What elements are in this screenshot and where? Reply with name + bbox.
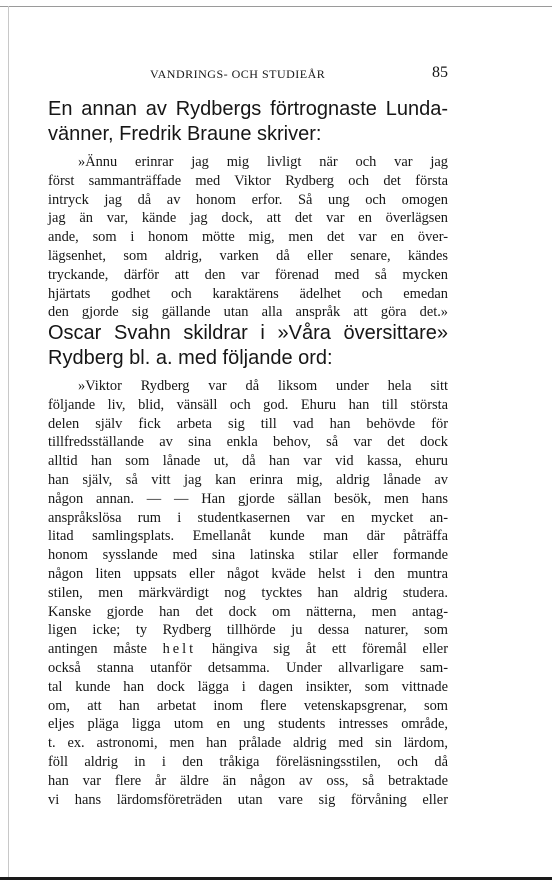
- section-heading-svahn: Oscar Svahn skildrar i »Våra översittare» Rydberg bl. a. med följande ord:: [48, 322, 448, 369]
- text-segment: hängiva sig åt ett föremål eller: [211, 641, 448, 658]
- text-line: »Ännu erinrar jag mig livligt när och var jag: [78, 154, 448, 170]
- text-line: tryckande, därför att den var förenad med så mycken: [48, 266, 448, 283]
- emphasis-spaced-word: helt: [162, 641, 197, 658]
- text-line: jag än var, kände jag dock, att det var en överlägsen: [48, 210, 448, 227]
- quote-svahn: [48, 377, 448, 809]
- text-line: intryck jag då av honom erfor. Så ung och omogen: [48, 191, 448, 208]
- page-bottom-edge: [0, 877, 552, 880]
- text-segment: antingen måste: [48, 641, 147, 658]
- text-line: anspråkslösa rum i studentkasernen var en mycket an-: [48, 509, 448, 526]
- text-line: vi hans lärdomsföreträden utan vare sig förvåning eller: [48, 791, 448, 808]
- text-line: delen själv fick arbeta sig till vad han behövde för: [48, 415, 448, 432]
- text-line: också stanna utanför detsamma. Under allvarligare sam-: [48, 659, 448, 676]
- text-line: han själv, så vitt jag kan erinra mig, aldrig lånade av: [48, 471, 448, 488]
- text-line: föll aldrig in i den tråkiga föreläsningsstilen, och då: [48, 753, 448, 770]
- text-line: tillfredsställande av sina enkla behov, så var det dock: [48, 434, 448, 451]
- text-line: t. ex. astronomi, men han prålade aldrig med sin lärdom,: [48, 735, 448, 752]
- page-top-edge: [0, 6, 552, 7]
- text-line: [48, 640, 448, 659]
- section-heading-braune: En annan av Rydbergs förtrognaste Lunda-vänner, Fredrik Braune skriver:: [48, 98, 448, 145]
- text-line: ligen icke; ty Rydberg tillhörde ju dessa naturer, som: [48, 622, 448, 639]
- text-line: någon annan. — — Han gjorde sällan besök, men hans: [48, 490, 448, 507]
- text-line: ande, som i honom mötte mig, men det var en över-: [48, 229, 448, 246]
- text-line: alltid han som lånade ut, då han var vid kassa, ehuru: [48, 453, 448, 470]
- running-head: VANDRINGS- OCH STUDIEÅR: [150, 67, 326, 81]
- quote-braune: [48, 153, 448, 322]
- page-number: 85: [432, 64, 448, 81]
- text-line: stilen, men märkvärdigt nog tycktes han aldrig studera.: [48, 584, 448, 601]
- text-line: först sammanträffade med Viktor Rydberg och det första: [48, 172, 448, 189]
- text-line: tal kunde han dock lägga i dagen insikter, som vittnade: [48, 678, 448, 695]
- text-line: lägsenhet, som aldrig, varken då eller senare, kändes: [48, 247, 448, 264]
- page-left-edge: [8, 6, 9, 878]
- text-line: honom sysslande med sina latinska stilar eller formande: [48, 547, 448, 564]
- text-line: någon liten uppsats eller något kväde helst i den muntra: [48, 565, 448, 582]
- text-line: »Viktor Rydberg var då liksom under hela sitt: [78, 378, 448, 394]
- text-line: eljes pläga ligga utom en ung students intresses område,: [48, 716, 448, 733]
- text-line: litad samlingsplats. Emellanåt kunde man där påträffa: [48, 528, 448, 545]
- text-line: hjärtats godhet och karaktärens ädelhet och emedan: [48, 285, 448, 302]
- text-line: om, att han arbetat inom flere vetenskapsgrenar, som: [48, 697, 448, 714]
- text-line: den gjorde sig gällande utan alla anspråk att göra det.»: [48, 304, 448, 321]
- text-line: han var flere år äldre än någon av oss, så betraktade: [48, 772, 448, 789]
- text-line: följande liv, blid, vänsäll och god. Ehuru han till största: [48, 396, 448, 413]
- text-line: Kanske gjorde han det dock om nätterna, men antag-: [48, 603, 448, 620]
